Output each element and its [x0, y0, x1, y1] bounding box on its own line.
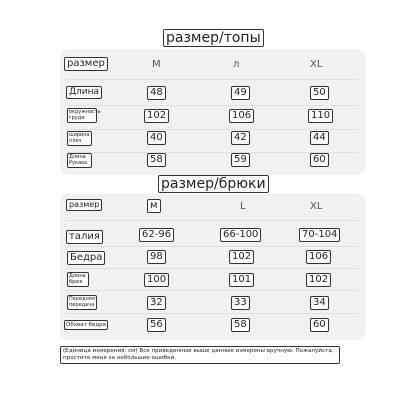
- separator: [66, 129, 359, 130]
- separator: [66, 246, 359, 247]
- pants-header-m: м: [147, 199, 161, 213]
- pants-header-xl: XL: [310, 201, 323, 212]
- pants-cell: 102: [306, 273, 331, 287]
- pants-cell: 60: [310, 318, 329, 332]
- pants-cell: 56: [147, 318, 166, 332]
- separator: [66, 105, 359, 106]
- tops-cell: 49: [231, 86, 250, 100]
- pants-cell: 100: [144, 273, 169, 287]
- pants-cell: 32: [147, 296, 166, 310]
- pants-row-label: Длина брюк: [67, 272, 89, 287]
- tops-cell: 50: [310, 86, 329, 100]
- pants-cell: 102: [229, 250, 254, 264]
- tops-row-label: Длина: [66, 86, 102, 99]
- tops-cell: 42: [231, 131, 250, 145]
- tops-row-label: ширина плеч: [67, 131, 92, 146]
- tops-title: размер/топы: [163, 29, 264, 47]
- tops-header-l: л: [233, 59, 240, 70]
- pants-cell: 106: [306, 250, 331, 264]
- tops-cell: 59: [231, 153, 250, 167]
- pants-cell: 98: [147, 250, 166, 264]
- tops-cell: 110: [308, 109, 333, 123]
- tops-cell: 48: [147, 86, 166, 100]
- tops-cell: 40: [147, 131, 166, 145]
- tops-cell: 102: [144, 109, 169, 123]
- pants-row-label: талия: [66, 230, 103, 244]
- separator: [66, 313, 359, 314]
- separator: [66, 290, 359, 291]
- pants-row-label: Обхват бедра: [64, 320, 108, 330]
- pants-cell: 33: [231, 296, 250, 310]
- pants-cell: 70-104: [299, 228, 340, 242]
- pants-cell: 58: [231, 318, 250, 332]
- separator: [66, 268, 359, 269]
- pants-header-size: размер: [66, 199, 102, 211]
- measurement-note: (Единица измерения: см) Все приведенные выше данные измерены вручную. Пожалуйста, простите меня за небольшие ошибки.: [60, 346, 340, 364]
- pants-row-label: Бедра: [67, 251, 105, 265]
- tops-cell: 60: [310, 153, 329, 167]
- pants-title: размер/брюки: [158, 175, 269, 193]
- tops-header-size: размер: [64, 57, 108, 71]
- tops-row-label: Длина Рукава: [67, 153, 92, 168]
- separator: [66, 220, 359, 221]
- tops-cell: 58: [147, 153, 166, 167]
- tops-header-m: M: [152, 59, 161, 70]
- pants-cell: 101: [229, 273, 254, 287]
- tops-header-xl: XL: [310, 59, 323, 70]
- tops-cell: 106: [229, 109, 254, 123]
- tops-cell: 44: [310, 131, 329, 145]
- tops-row-label: окружность груди: [67, 108, 97, 123]
- pants-cell: 34: [310, 296, 329, 310]
- separator: [66, 79, 359, 80]
- pants-row-label: Передняя передача: [67, 295, 97, 310]
- pants-cell: 66-100: [220, 228, 261, 242]
- pants-cell: 62-96: [139, 228, 174, 242]
- pants-header-l: L: [240, 201, 246, 212]
